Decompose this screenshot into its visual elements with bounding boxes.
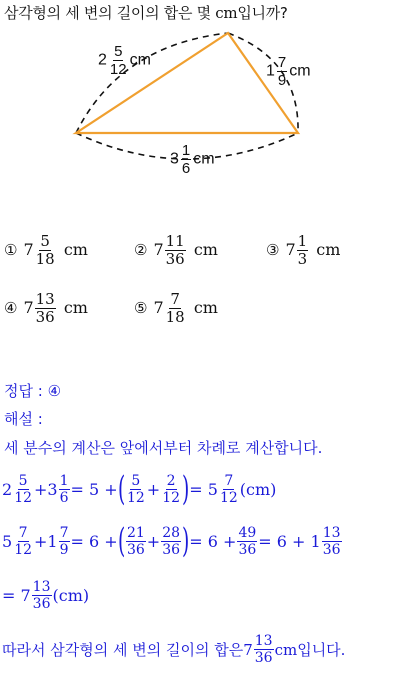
option-1[interactable]: ① 7 $\frac{5}{18}$ cm (4, 232, 88, 268)
final-answer-line: 따라서 삼각형의 세 변의 길이의 합은 7 $\frac{13}{36}$ cm 입니다. (2, 633, 346, 666)
equation-line-3: = 7 $\frac{13}{36}$ (cm) (2, 579, 90, 612)
option-4[interactable]: ④ 7 $\frac{13}{36}$ cm (4, 290, 88, 326)
side-top-label: 2 $\frac{5}{12}$ cm (98, 43, 151, 78)
explanation-line: 세 분수의 계산은 앞에서부터 차례로 계산합니다. (4, 439, 323, 457)
side-bottom-label: 3 $\frac{1}{6}$ cm (170, 142, 215, 177)
explanation-label: 해설 : (4, 410, 43, 428)
question-text: 삼각형의 세 변의 길이의 합은 몇 cm입니까? (4, 4, 288, 22)
option-2[interactable]: ② 7 $\frac{11}{36}$ cm (134, 232, 218, 268)
answer-label: 정답 : ④ (4, 382, 62, 400)
equation-line-1: 2 $\frac{5}{12}$ + 3 $\frac{1}{6}$ = 5 + ( $\frac{5}{12}$ + $\frac{2}{12}$ ) = 5 $\frac{7}{12}$ (cm) (2, 469, 277, 509)
side-right-label: 1 $\frac{7}{9}$ cm (266, 54, 311, 89)
equation-line-2: 5 $\frac{7}{12}$ + 1 $\frac{7}{9}$ = 6 + ( $\frac{21}{36}$ + $\frac{28}{36}$ ) = 6 + $\frac{49}{36}$ = 6 + 1 $\frac{13}{36}$ (2, 521, 341, 561)
option-3[interactable]: ③ 7 $\frac{1}{3}$ cm (266, 232, 341, 268)
option-5[interactable]: ⑤ 7 $\frac{7}{18}$ cm (134, 290, 218, 326)
